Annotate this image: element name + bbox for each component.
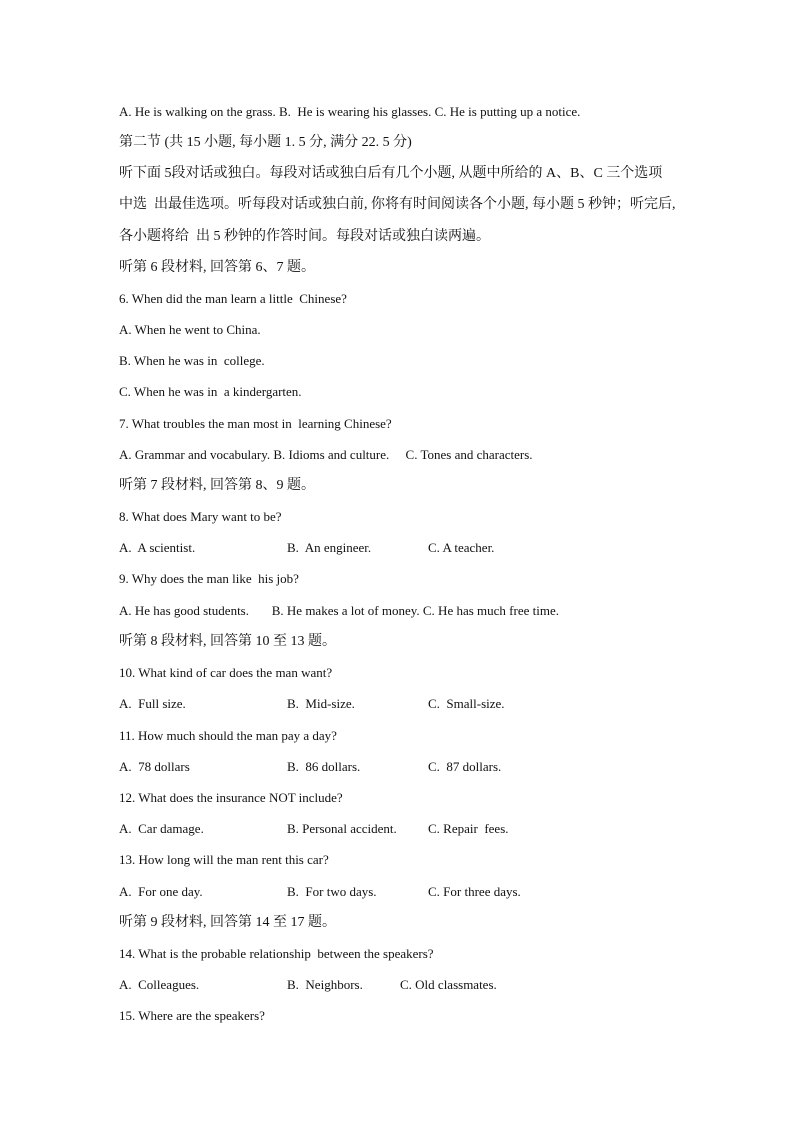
q11-option-b: B. 86 dollars.: [287, 759, 361, 774]
question-7: 7. What troubles the man most in learning Chinese?: [119, 416, 392, 431]
question-8: 8. What does Mary want to be?: [119, 509, 282, 524]
question-11: 11. How much should the man pay a day?: [119, 728, 337, 743]
question-13: 13. How long will the man rent this car?: [119, 852, 329, 867]
q6-option-a: A. When he went to China.: [119, 322, 261, 337]
q6-option-b: B. When he was in college.: [119, 353, 265, 368]
q13-option-c: C. For three days.: [428, 884, 521, 899]
instructions-line-1: 听下面 5段对话或独白。每段对话或独白后有几个小题, 从题中所给的 A、B、C 三个选项: [119, 166, 663, 181]
q9-options: A. He has good students. B. He makes a lot of money. C. He has much free time.: [119, 603, 559, 618]
q8-option-c: C. A teacher.: [428, 540, 495, 555]
q7-options: A. Grammar and vocabulary. B. Idioms and culture. C. Tones and characters.: [119, 447, 533, 462]
q10-option-b: B. Mid-size.: [287, 696, 355, 711]
question-9: 9. Why does the man like his job?: [119, 571, 299, 586]
instructions-line-3: 各小题将给 出 5 秒钟的作答时间。每段对话或独白读两遍。: [119, 229, 490, 244]
q8-option-a: A. A scientist.: [119, 540, 196, 555]
q13-option-b: B. For two days.: [287, 884, 377, 899]
question-15: 15. Where are the speakers?: [119, 1008, 265, 1023]
q14-option-a: A. Colleagues.: [119, 977, 200, 992]
material-6-heading: 听第 6 段材料, 回答第 6、7 题。: [119, 260, 315, 275]
q12-option-a: A. Car damage.: [119, 821, 204, 836]
material-8-heading: 听第 8 段材料, 回答第 10 至 13 题。: [119, 634, 336, 649]
q6-option-c: C. When he was in a kindergarten.: [119, 384, 302, 399]
q11-option-c: C. 87 dollars.: [428, 759, 502, 774]
section-header: 第二节 (共 15 小题, 每小题 1. 5 分, 满分 22. 5 分): [119, 135, 412, 150]
q10-option-c: C. Small-size.: [428, 696, 505, 711]
q5-options: A. He is walking on the grass. B. He is wearing his glasses. C. He is putting up a notice.: [119, 104, 581, 119]
question-12: 12. What does the insurance NOT include?: [119, 790, 343, 805]
question-6: 6. When did the man learn a little Chinese?: [119, 291, 347, 306]
question-10: 10. What kind of car does the man want?: [119, 665, 333, 680]
q8-option-b: B. An engineer.: [287, 540, 372, 555]
q11-option-a: A. 78 dollars: [119, 759, 190, 774]
question-14: 14. What is the probable relationship between the speakers?: [119, 946, 434, 961]
material-7-heading: 听第 7 段材料, 回答第 8、9 题。: [119, 478, 315, 493]
q12-option-b: B. Personal accident.: [287, 821, 397, 836]
instructions-line-2: 中选 出最佳选项。听每段对话或独白前, 你将有时间阅读各个小题, 每小题 5 秒钟；听完后,: [119, 197, 676, 212]
q12-option-c: C. Repair fees.: [428, 821, 509, 836]
q13-option-a: A. For one day.: [119, 884, 203, 899]
q10-option-a: A. Full size.: [119, 696, 186, 711]
q14-option-b: B. Neighbors.: [287, 977, 363, 992]
material-9-heading: 听第 9 段材料, 回答第 14 至 17 题。: [119, 915, 336, 930]
q14-option-c: C. Old classmates.: [400, 977, 497, 992]
